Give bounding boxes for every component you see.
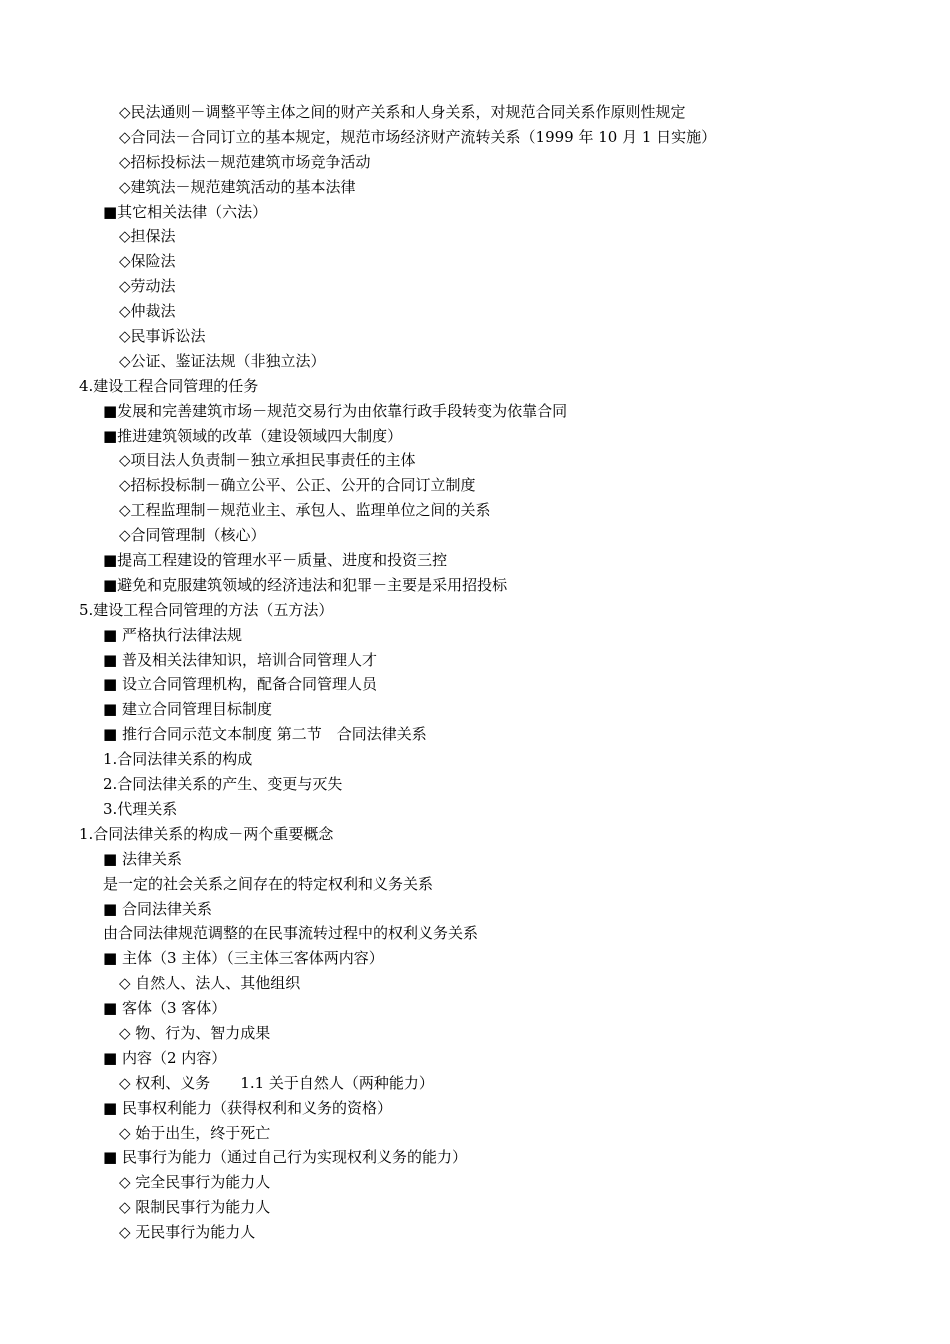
text-line: 1.合同法律关系的构成 (103, 750, 253, 769)
text-line: ■推进建筑领域的改革（建设领域四大制度） (103, 426, 403, 445)
text-line: ◇ 自然人、法人、其他组织 (119, 974, 301, 993)
text-line: ■ 合同法律关系 (103, 899, 212, 918)
text-line: ■ 严格执行法律法规 (103, 625, 242, 644)
text-line: ◇ 物、行为、智力成果 (119, 1023, 271, 1042)
text-line: ◇劳动法 (119, 277, 176, 296)
text-line: ◇招标投标法－规范建筑市场竞争活动 (119, 152, 371, 171)
text-line: ■发展和完善建筑市场－规范交易行为由依靠行政手段转变为依靠合同 (103, 401, 568, 420)
document-page (0, 100, 950, 1245)
document-body (0, 100, 950, 1245)
text-line: 2.合同法律关系的产生、变更与灭失 (103, 775, 343, 794)
text-line: 是一定的社会关系之间存在的特定权利和义务关系 (103, 874, 434, 893)
text-line: ■其它相关法律（六法） (103, 202, 268, 221)
text-line: ■避免和克服建筑领域的经济违法和犯罪－主要是采用招投标 (103, 575, 508, 594)
text-line: ■ 民事权利能力（获得权利和义务的资格） (103, 1098, 392, 1117)
text-line: ◇ 无民事行为能力人 (119, 1223, 256, 1242)
text-line: ◇ 始于出生，终于死亡 (119, 1123, 271, 1142)
text-line: ◇担保法 (119, 227, 176, 246)
text-line: 5.建设工程合同管理的方法（五方法） (79, 600, 334, 619)
text-line: ◇仲裁法 (119, 302, 176, 321)
text-line: ◇项目法人负责制－独立承担民事责任的主体 (119, 451, 416, 470)
text-line: ◇民事诉讼法 (119, 327, 206, 346)
text-line: ■ 推行合同示范文本制度 第二节 合同法律关系 (103, 725, 427, 744)
text-line: ◇建筑法－规范建筑活动的基本法律 (119, 177, 356, 196)
text-line: ■提高工程建设的管理水平－质量、进度和投资三控 (103, 551, 448, 570)
text-line: 4.建设工程合同管理的任务 (79, 376, 259, 395)
text-line: ■ 法律关系 (103, 849, 182, 868)
text-line: ◇合同管理制（核心） (119, 526, 266, 545)
text-line: ◇ 权利、义务 1.1 关于自然人（两种能力） (119, 1073, 434, 1092)
text-line: ◇ 完全民事行为能力人 (119, 1173, 271, 1192)
text-line: ◇民法通则－调整平等主体之间的财产关系和人身关系，对规范合同关系作原则性规定 (119, 103, 686, 121)
text-line: 3.代理关系 (103, 799, 178, 818)
text-line: ■ 普及相关法律知识，培训合同管理人才 (103, 650, 377, 669)
text-line: 由合同法律规范调整的在民事流转过程中的权利义务关系 (103, 924, 479, 943)
text-line: ◇招标投标制－确立公平、公正、公开的合同订立制度 (119, 476, 476, 495)
text-line: ■ 内容（2 内容） (103, 1048, 227, 1067)
text-line: ■ 客体（3 客体） (103, 999, 227, 1018)
text-line: ◇合同法－合同订立的基本规定，规范市场经济财产流转关系（1999 年 10 月 1 日实施） (119, 127, 717, 146)
text-line: ■ 设立合同管理机构，配备合同管理人员 (103, 675, 377, 694)
text-line: 1.合同法律关系的构成－两个重要概念 (79, 824, 334, 843)
text-line: ◇工程监理制－规范业主、承包人、监理单位之间的关系 (119, 501, 491, 520)
text-line: ◇公证、鉴证法规（非独立法） (119, 351, 326, 370)
text-line: ■ 民事行为能力（通过自己行为实现权利义务的能力） (103, 1148, 467, 1167)
text-line: ■ 主体（3 主体）（三主体三客体两内容） (103, 949, 384, 968)
text-line: ■ 建立合同管理目标制度 (103, 700, 272, 719)
text-line: ◇保险法 (119, 252, 176, 271)
text-line: ◇ 限制民事行为能力人 (119, 1198, 271, 1217)
